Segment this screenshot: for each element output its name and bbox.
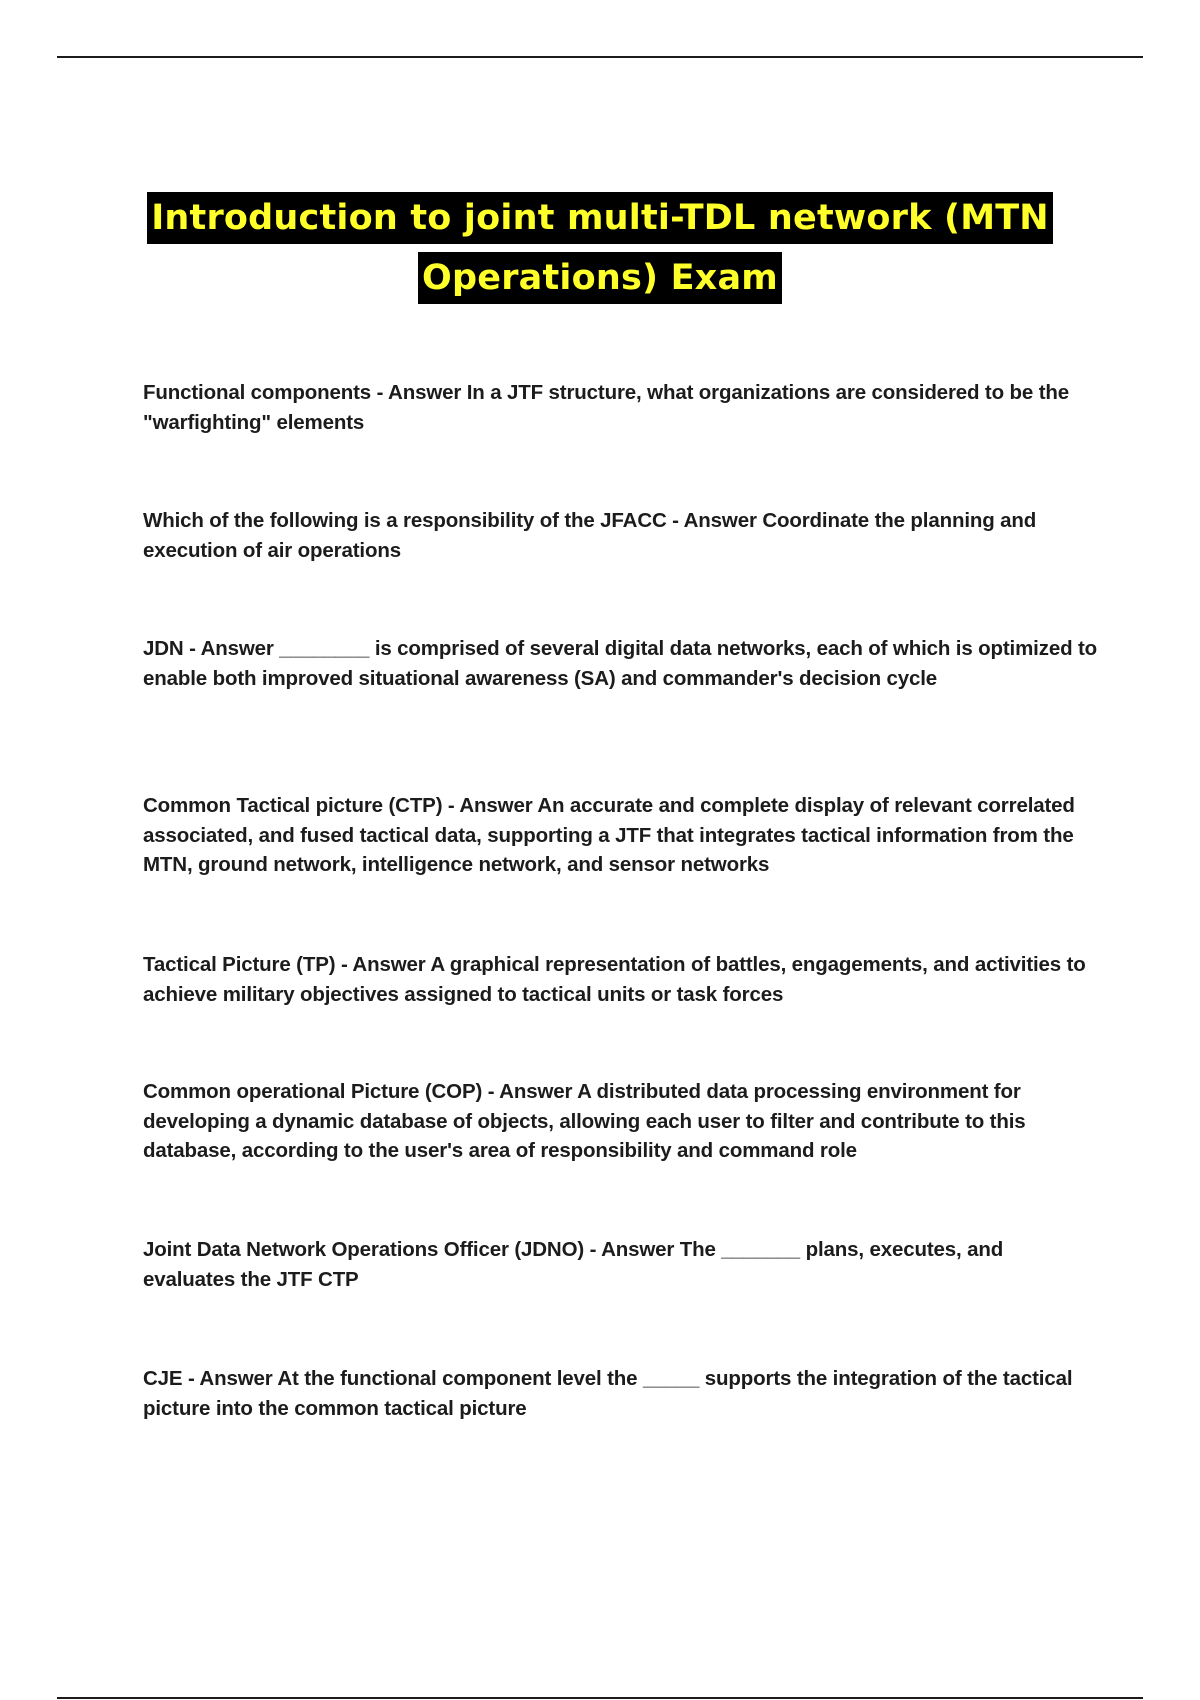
qa-entry-jdn: JDN - Answer ________ is comprised of several digital data networks, each of which is optimized to enable both improved situational awareness (SA) and commander's decision cycle — [143, 637, 1098, 690]
top-horizontal-rule — [57, 56, 1143, 58]
document-title — [0, 192, 1200, 304]
qa-entry-cop: Common operational Picture (COP) - Answer A distributed data processing environment for developing a dynamic database of objects, allowing each user to filter and contribute to this database, according to the user's area of responsibility and command role — [143, 1080, 1026, 1162]
qa-entry-cje: CJE - Answer At the functional component level the _____ supports the integration of the tactical picture into the common tactical picture — [143, 1367, 1073, 1420]
qa-entry-jfacc: Which of the following is a responsibility of the JFACC - Answer Coordinate the planning and execution of air operations — [143, 509, 1037, 562]
title-line-2: Operations) Exam — [418, 252, 782, 304]
qa-entry-functional-components: Functional components - Answer In a JTF structure, what organizations are considered to be the "warfighting" elements — [143, 381, 1069, 434]
title-line-1: Introduction to joint multi-TDL network (MTN — [147, 192, 1053, 244]
qa-entry-ctp: Common Tactical picture (CTP) - Answer An accurate and complete display of relevant correlated associated, and fused tactical data, supporting a JTF that integrates tactical information from the MTN, ground network, intelligence network, and sensor networks — [143, 794, 1075, 876]
bottom-horizontal-rule — [57, 1697, 1143, 1699]
qa-entry-tp: Tactical Picture (TP) - Answer A graphical representation of battles, engagements, and activities to achieve military objectives assigned to tactical units or task forces — [143, 953, 1086, 1006]
qa-entry-jdno: Joint Data Network Operations Officer (JDNO) - Answer The _______ plans, executes, and evaluates the JTF CTP — [143, 1238, 1004, 1291]
